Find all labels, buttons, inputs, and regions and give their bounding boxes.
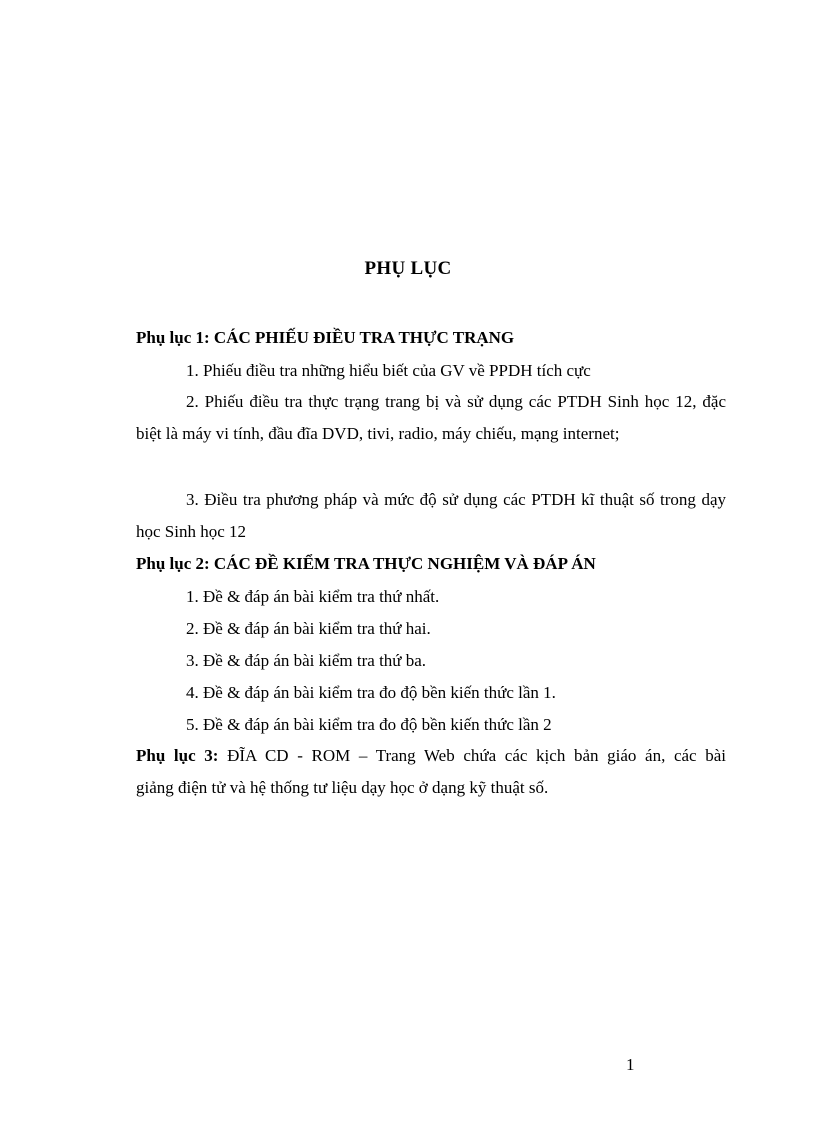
appendix-2-item-4: 4. Đề & đáp án bài kiểm tra đo độ bền kiến thức lần 1. bbox=[186, 683, 556, 702]
appendix-1-item-3: 3. Điều tra phương pháp và mức độ sử dụng các PTDH kĩ thuật số trong dạy học Sinh học 12 bbox=[136, 490, 726, 541]
appendix-2-item-3: 3. Đề & đáp án bài kiểm tra thứ ba. bbox=[186, 651, 427, 670]
page-title: PHỤ LỤC bbox=[364, 258, 452, 279]
appendix-2-item-1: 1. Đề & đáp án bài kiểm tra thứ nhất. bbox=[186, 587, 440, 606]
appendix-3-paragraph bbox=[136, 740, 726, 804]
appendix-1-item-2: 2. Phiếu điều tra thực trạng trang bị và sử dụng các PTDH Sinh học 12, đặc biệt là máy vi tính, đầu đĩa DVD, tivi, radio, máy chiếu, mạng internet; bbox=[136, 392, 726, 443]
appendix-3-line-1 bbox=[136, 740, 726, 772]
appendix-1-heading: Phụ lục 1: CÁC PHIẾU ĐIỀU TRA THỰC TRẠNG bbox=[136, 328, 515, 347]
appendix-2-item-5: 5. Đề & đáp án bài kiểm tra đo độ bền kiến thức lần 2 bbox=[186, 715, 552, 734]
appendix-3-text-1: ĐĨA CD - ROM – Trang Web chứa các kịch bản giáo án, các bài bbox=[218, 746, 726, 765]
appendix-3-line-2: giảng điện tử và hệ thống tư liệu dạy học ở dạng kỹ thuật số. bbox=[136, 778, 549, 797]
appendix-2-item-2: 2. Đề & đáp án bài kiểm tra thứ hai. bbox=[186, 619, 431, 638]
page-number: 1 bbox=[626, 1055, 635, 1074]
appendix-3-label: Phụ lục 3: bbox=[136, 746, 219, 765]
appendix-1-item-1: 1. Phiếu điều tra những hiểu biết của GV về PPDH tích cực bbox=[186, 361, 591, 380]
appendix-2-heading: Phụ lục 2: CÁC ĐỀ KIỂM TRA THỰC NGHIỆM VÀ ĐÁP ÁN bbox=[136, 554, 596, 573]
